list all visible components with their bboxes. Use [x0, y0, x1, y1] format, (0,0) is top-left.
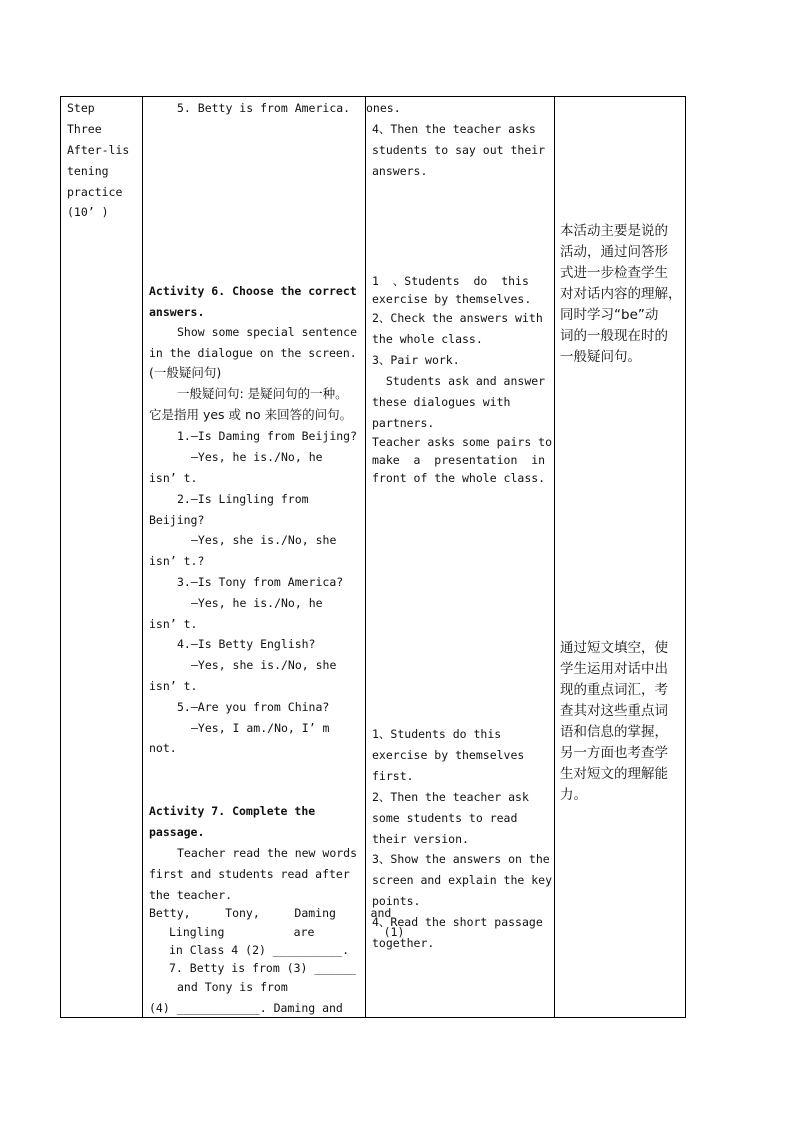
activity-line: their version.: [372, 832, 469, 846]
a6-line: (一般疑问句): [149, 365, 222, 380]
step-cell: [61, 97, 143, 1018]
a6-line: Beijing?: [149, 513, 205, 527]
purpose-line: 对对话内容的理解，: [560, 286, 682, 302]
activity-line: Students ask and answer: [372, 374, 546, 388]
purpose-line: 通过短文填空，使: [560, 640, 668, 656]
purpose-line: 学生运用对话中出: [560, 661, 668, 677]
a6-line: not.: [149, 741, 177, 755]
purpose-line: 现的重点词汇，考: [560, 682, 668, 698]
activity6-title: Activity 6. Choose the correct: [149, 284, 357, 298]
a6-line: 5.—Are you from China?: [177, 700, 330, 714]
a7-line: and Tony is from: [177, 980, 288, 994]
a6-line: 2.—Is Lingling from: [177, 492, 309, 506]
a6-line: —Yes, I am./No, I’ m: [191, 721, 330, 735]
activity-line: 4、Read the short passage: [372, 915, 543, 929]
a6-line: isn’ t.: [149, 471, 198, 485]
activity-line: points.: [372, 894, 421, 908]
purpose-line: 力。: [560, 787, 587, 803]
a6-line: Show some special sentence: [177, 325, 358, 339]
activity-line: first.: [372, 769, 414, 783]
activity-line: answers.: [372, 164, 428, 178]
a6-line: 3.—Is Tony from America?: [177, 575, 344, 589]
activity-cell: [366, 97, 555, 1018]
activity-line: these dialogues with: [372, 395, 511, 409]
activity-line: some students to read: [372, 811, 518, 825]
activity-line: screen and explain the key: [372, 873, 553, 887]
activity6-title-cont: answers.: [149, 305, 205, 319]
a6-line: 一般疑问句: 是疑问句的一种。: [177, 386, 348, 401]
purpose-line: 查其对这些重点词: [560, 703, 668, 719]
purpose-line: 一般疑问句。: [560, 349, 641, 365]
activity-line: 4、Then the teacher asks: [372, 122, 536, 136]
a7-line: Teacher read the new words: [177, 846, 358, 860]
a7-line: in Class 4 (2) __________.: [169, 943, 350, 957]
top-item: 5. Betty is from America.: [177, 101, 351, 115]
purpose-line: 式进一步检查学生: [560, 265, 668, 281]
activity-line: 1、Students do this: [372, 727, 502, 741]
a7-line: Betty, Tony, Daming and: [149, 906, 392, 920]
a7-line: Lingling are (1): [169, 925, 405, 939]
activity-line: the whole class.: [372, 332, 483, 346]
activity-line: ones.: [366, 101, 401, 115]
a6-line: in the dialogue on the screen.: [149, 346, 357, 360]
activity-line: partners.: [372, 416, 435, 430]
a6-line: 4.—Is Betty English?: [177, 637, 316, 651]
activity-line: 2、Then the teacher ask: [372, 790, 529, 804]
activity-line: make a presentation in: [372, 453, 546, 467]
purpose-line: 活动，通过问答形: [560, 244, 668, 260]
activity7-title: Activity 7. Complete the: [149, 804, 316, 818]
a6-line: —Yes, she is./No, she: [191, 533, 337, 547]
step-line: (10’ ): [67, 205, 109, 219]
activity-line: 1 、Students do this: [372, 274, 529, 288]
purpose-line: 另一方面也考查学: [560, 745, 668, 761]
purpose-line: 生对短文的理解能: [560, 766, 668, 782]
activity-line: students to say out their: [372, 143, 546, 157]
activity-line: 2、Check the answers with: [372, 311, 543, 325]
step-line: Step: [67, 101, 95, 115]
activity-line: exercise by themselves.: [372, 292, 532, 306]
activity-line: 3、Pair work.: [372, 353, 460, 367]
activity-line: 3、Show the answers on the: [372, 852, 550, 866]
purpose-line: 本活动主要是说的: [560, 223, 668, 239]
step-line: tening: [67, 164, 109, 178]
a7-line: (4) ____________. Daming and: [149, 1001, 343, 1015]
purpose-line: 同时学习“be”动: [560, 307, 659, 323]
activity-line: Teacher asks some pairs to: [372, 435, 553, 449]
step-line: Three: [67, 122, 102, 136]
step-line: After-lis: [67, 143, 130, 157]
purpose-cell: [555, 97, 686, 1018]
activity-line: front of the whole class.: [372, 471, 546, 485]
activity-line: exercise by themselves: [372, 748, 525, 762]
a7-line: first and students read after: [149, 867, 350, 881]
purpose-line: 语和信息的掌握，: [560, 724, 668, 740]
a6-line: isn’ t.: [149, 617, 198, 631]
a6-line: isn’ t.?: [149, 554, 205, 568]
a7-line: 7. Betty is from (3) ______: [169, 961, 356, 975]
a6-line: isn’ t.: [149, 679, 198, 693]
a6-line: 1.—Is Daming from Beijing?: [177, 429, 358, 443]
a6-line: 它是指用 yes 或 no 来回答的问句。: [149, 407, 353, 422]
a6-line: —Yes, she is./No, she: [191, 658, 337, 672]
a6-line: —Yes, he is./No, he: [191, 450, 323, 464]
lesson-plan-table: [60, 96, 686, 1018]
step-line: practice: [67, 185, 123, 199]
activity-line: together.: [372, 936, 435, 950]
a6-line: —Yes, he is./No, he: [191, 596, 323, 610]
activity7-title-cont: passage.: [149, 825, 205, 839]
a7-line: the teacher.: [149, 888, 233, 902]
purpose-line: 词的一般现在时的: [560, 328, 668, 344]
